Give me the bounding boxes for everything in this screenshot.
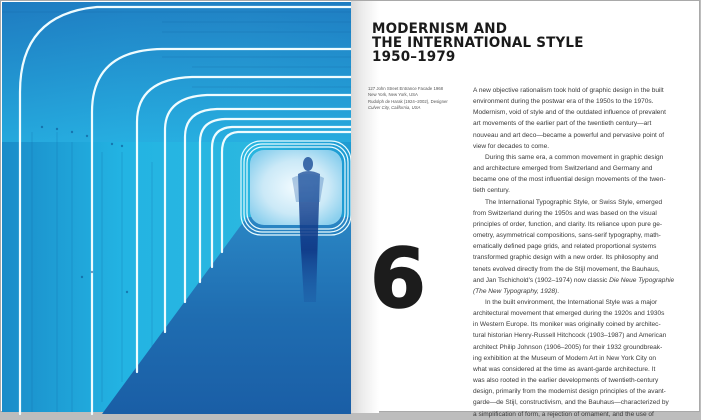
body-line: architectural movement that emerged during the 1920s and 1930s [473, 310, 665, 318]
body-line: design, primarily from the modernist design principles of the avant- [473, 388, 666, 396]
body-line: in Western Europe. Its moniker was originally coined by architec- [473, 321, 661, 329]
photo-caption [368, 86, 463, 112]
chapter-title-line-2: THE INTERNATIONAL STYLE [372, 35, 584, 51]
body-line [473, 275, 695, 286]
tunnel-photo-illustration [2, 2, 351, 412]
body-text-run: . [557, 287, 560, 295]
body-line: During this same era, a common movement in graphic design [485, 153, 664, 161]
body-line: Modernism, void of style and of the outdated influence of prevalent [473, 109, 666, 117]
body-line: tieth century. [473, 187, 510, 195]
caption-line-4: Culver City, California, USA [368, 105, 421, 111]
caption-line-1: 127 John Street Entrance Facade 1968 [368, 86, 444, 91]
text-page [351, 1, 701, 418]
body-line: tural historian Henry-Russell Hitchcock (1903–1987) and American [473, 332, 667, 340]
caption-line-2: New York, New York, USA [368, 92, 418, 98]
body-line: garde—de Stijl, constructivism, and the Bauhaus—characterized by [473, 399, 669, 407]
body-line: a simplification of form, a rejection of ornament, and the use of [473, 410, 654, 418]
body-line: transformed graphic design with a new order. Its philosophy and [473, 254, 659, 262]
book-title-translation-italic: (The New Typography, 1928) [473, 287, 558, 295]
body-line: from Switzerland during the 1950s and was based on the visual [473, 209, 657, 217]
chapter-title-line-3: 1950–1979 [372, 49, 456, 65]
body-text-run: and Jan Tschichold's (1902–1974) now classic [473, 276, 610, 284]
chapter-title-line-1: MODERNISM AND [372, 21, 508, 37]
body-line: principles of order, function, and clarity. Its reliance upon pure ge- [473, 220, 663, 228]
body-line: view for decades to come. [473, 142, 550, 150]
body-line: and architecture emerged from Switzerland and Germany and [473, 165, 653, 173]
book-title-italic: Die Neue Typographie [609, 276, 675, 284]
tunnel-photo [2, 2, 351, 412]
body-line: A new objective rationalism took hold of graphic design in the built [473, 87, 664, 94]
body-line: ematically defined page grids, and related proportional systems [473, 243, 657, 251]
body-line: In the built environment, the International Style was a major [485, 298, 658, 306]
body-text [473, 85, 695, 420]
body-line: tenets evolved directly from the de Stijl movement, the Bauhaus, [473, 265, 660, 273]
body-line: nouveau and art deco—became a powerful and pervasive point of [473, 131, 665, 139]
body-line [473, 286, 695, 297]
chapter-title [372, 22, 584, 64]
body-line: art movements of the earlier part of the twentieth century—art [473, 120, 652, 128]
body-line: ing exhibition at the Museum of Modern Art in New York City on [473, 354, 657, 362]
body-line: ometry, asymmetrical compositions, sans-serif typography, math- [473, 232, 661, 240]
body-line: what was considered at the time as avant-garde architecture. It [473, 365, 656, 373]
body-line: The International Typographic Style, or Swiss Style, emerged [485, 198, 663, 206]
body-line: architect Philip Johnson (1906–2005) for their 1932 groundbreak- [473, 343, 663, 351]
chapter-number: 6 [370, 232, 426, 327]
body-line: environment during the postwar era of the 1950s to the 1970s. [473, 98, 654, 106]
body-line: became one of the most influential design movements of the twen- [473, 176, 666, 184]
body-line: was also rooted in the earlier developments of twentieth-century [473, 377, 659, 385]
caption-line-3: Rudolph de Harak (1924–2002), Designer [368, 98, 448, 104]
